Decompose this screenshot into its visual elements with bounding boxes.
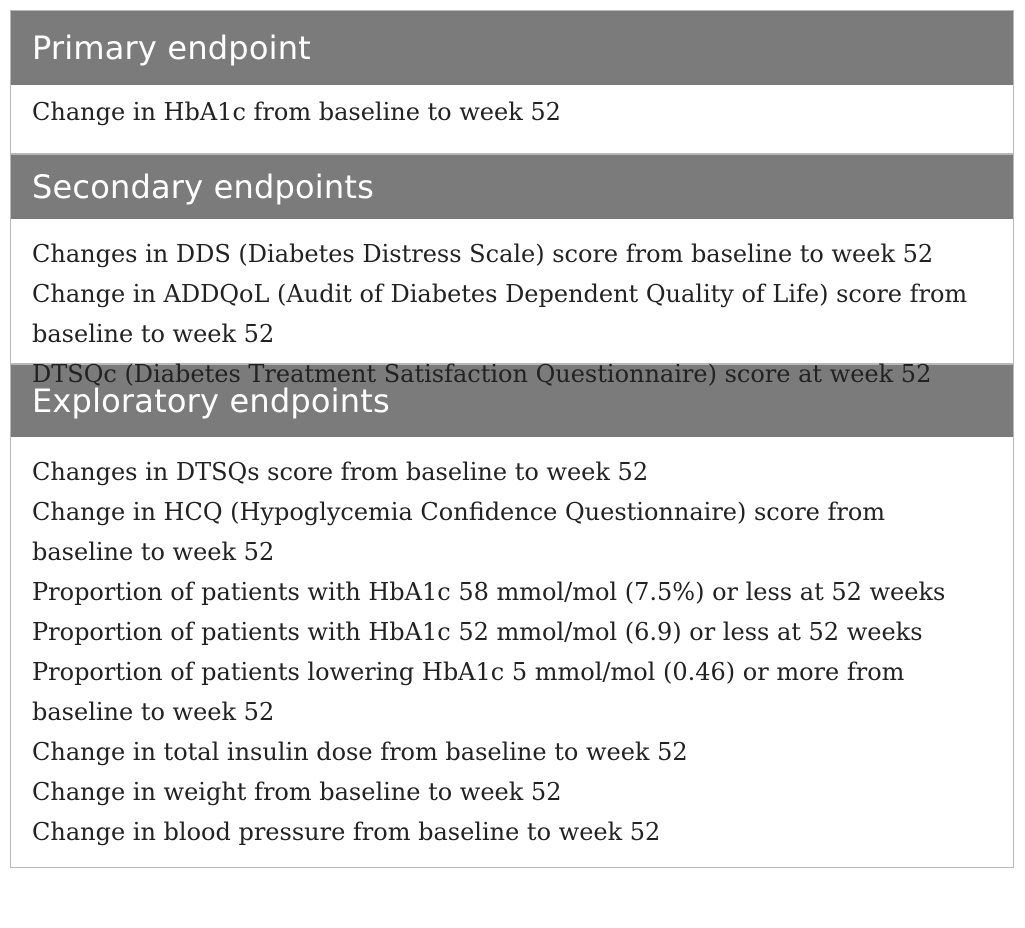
- endpoint-item: Changes in DDS (Diabetes Distress Scale) score from baseline to week 52: [32, 240, 934, 268]
- endpoint-item: Proportion of patients lowering HbA1c 5 mmol/mol (0.46) or more from baseline to week 52: [32, 658, 905, 726]
- endpoint-item: Changes in DTSQs score from baseline to week 52: [32, 458, 649, 486]
- section-body-exploratory: [11, 437, 1013, 867]
- section-body-primary: [11, 85, 1013, 155]
- section-title-exploratory: Exploratory endpoints: [32, 382, 390, 420]
- section-body-secondary: [11, 219, 1013, 388]
- endpoint-item: Change in total insulin dose from baseline to week 52: [32, 738, 688, 766]
- endpoints-table: [10, 10, 1014, 868]
- section-title-secondary: Secondary endpoints: [32, 168, 375, 206]
- section-title-primary: Primary endpoint: [32, 29, 311, 67]
- endpoint-item: DTSQc (Diabetes Treatment Satisfaction Questionnaire) score at week 52: [32, 360, 932, 388]
- endpoint-item: Change in HbA1c from baseline to week 52: [32, 98, 561, 126]
- endpoint-item: Proportion of patients with HbA1c 58 mmol/mol (7.5%) or less at 52 weeks: [32, 578, 946, 606]
- endpoint-item: Change in HCQ (Hypoglycemia Confidence Questionnaire) score from baseline to week 52: [32, 498, 886, 566]
- endpoint-item: Proportion of patients with HbA1c 52 mmol/mol (6.9) or less at 52 weeks: [32, 618, 923, 646]
- section-header-secondary: [11, 155, 1013, 219]
- endpoint-item: Change in weight from baseline to week 52: [32, 778, 562, 806]
- endpoint-item: Change in ADDQoL (Audit of Diabetes Dependent Quality of Life) score from baseline to week 52: [32, 280, 968, 348]
- section-header-primary: [11, 11, 1013, 85]
- endpoint-item: Change in blood pressure from baseline to week 52: [32, 818, 661, 846]
